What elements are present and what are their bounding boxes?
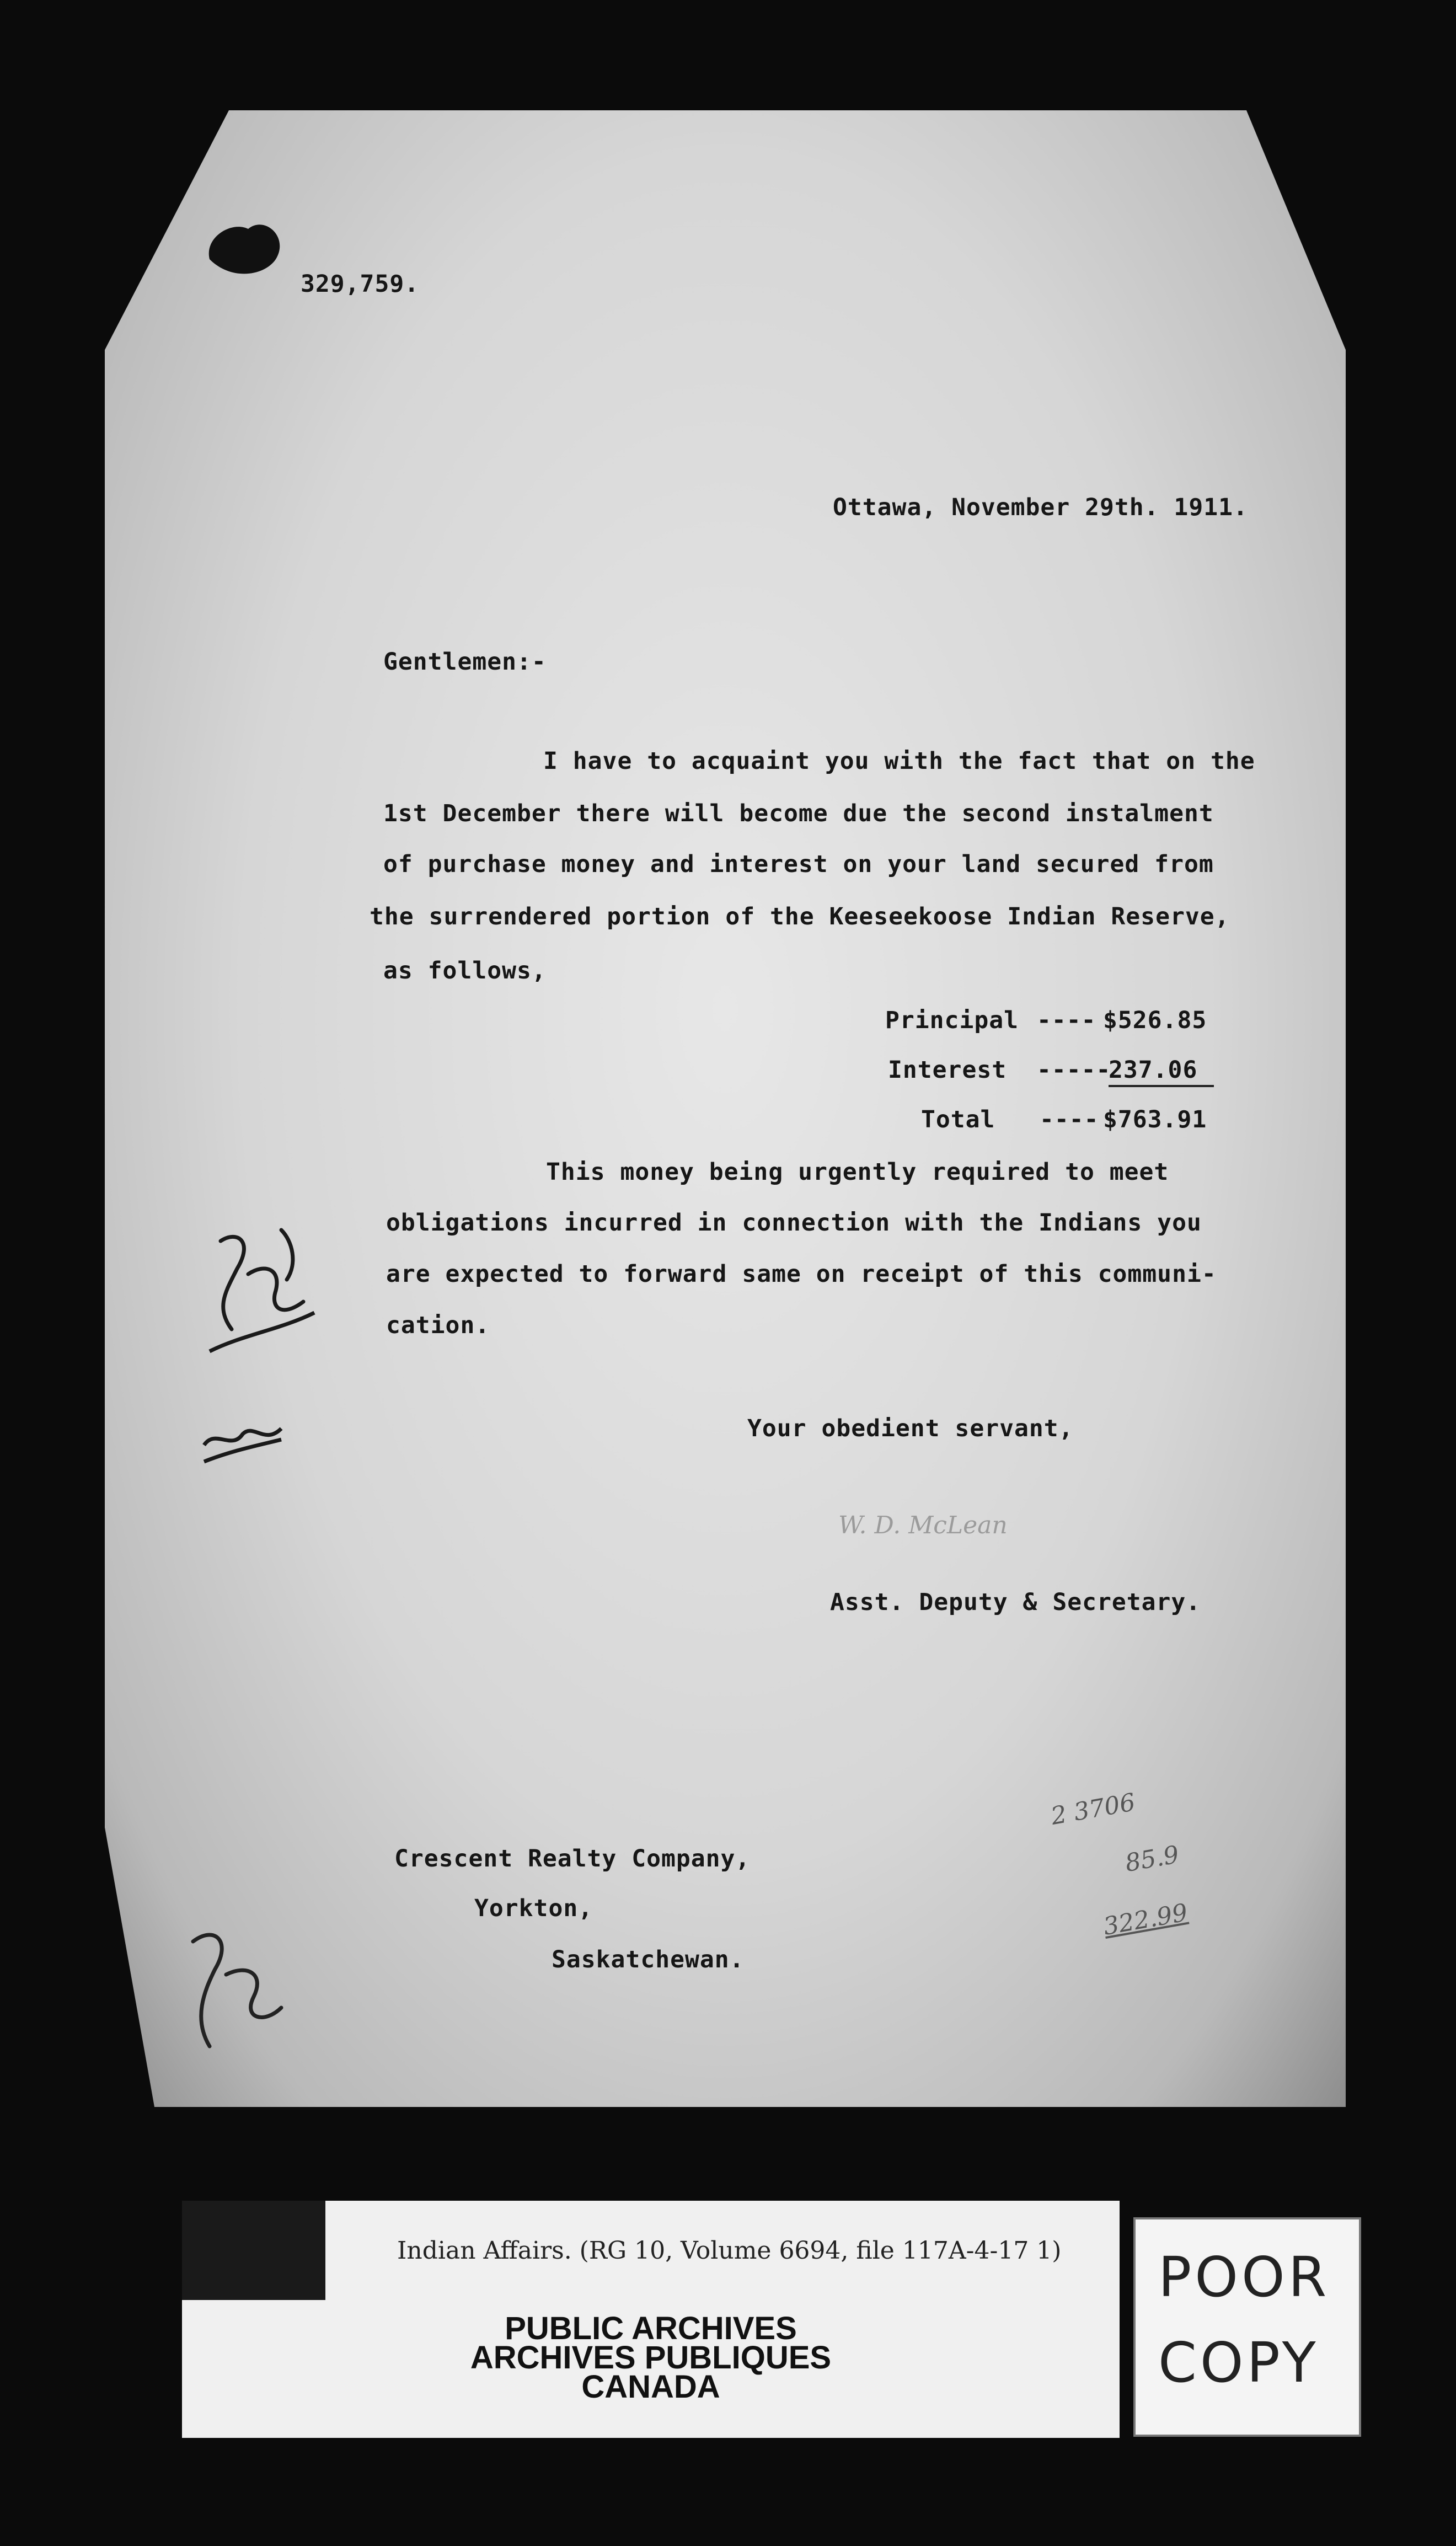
- margin-note: 85.9: [1123, 1840, 1181, 1878]
- amount-leader: ----: [1037, 1007, 1096, 1034]
- margin-note: 2 3706: [1048, 1788, 1138, 1831]
- addressee-line: Yorkton,: [474, 1895, 593, 1922]
- signature: W. D. McLean: [838, 1511, 1008, 1539]
- paragraph-line: as follows,: [383, 957, 547, 985]
- paragraph-line: of purchase money and interest on your land secured from: [383, 851, 1214, 878]
- closing: Your obedient servant,: [747, 1415, 1074, 1442]
- handwritten-initials-mark: [199, 1219, 325, 1384]
- paragraph-line: obligations incurred in connection with the Indians you: [386, 1209, 1202, 1237]
- paragraph-line: 1st December there will become due the second instalment: [383, 800, 1214, 827]
- paragraph-line: are expected to forward same on receipt of this communi-: [386, 1260, 1217, 1288]
- archive-org-line: CANADA: [581, 2369, 720, 2405]
- addressee-line: Saskatchewan.: [552, 1946, 745, 1973]
- paragraph-line: cation.: [386, 1312, 490, 1339]
- poor-copy-line: COPY: [1158, 2330, 1319, 2395]
- poor-copy-line: POOR: [1158, 2245, 1330, 2309]
- amount-value-principal: $526.85: [1103, 1007, 1207, 1034]
- archive-org-line: ARCHIVES PUBLIQUES: [470, 2340, 832, 2376]
- addressee-line: Crescent Realty Company,: [394, 1845, 751, 1873]
- amount-label-total: Total: [921, 1106, 995, 1133]
- amount-leader: ----: [1040, 1106, 1099, 1133]
- archive-org-line: PUBLIC ARCHIVES: [505, 2310, 797, 2346]
- amount-value-interest: 237.06: [1109, 1056, 1214, 1087]
- file-number: 329,759.: [301, 270, 420, 298]
- paragraph-line: I have to acquaint you with the fact that on the: [543, 747, 1255, 775]
- paragraph-line: the surrendered portion of the Keeseekoose Indian Reserve,: [370, 903, 1230, 930]
- paragraph-line: This money being urgently required to meet: [546, 1158, 1169, 1186]
- margin-note: 322.99: [1101, 1898, 1190, 1941]
- amount-leader: -----: [1037, 1056, 1111, 1084]
- ink-blot-mark: [199, 199, 298, 287]
- handwritten-scribble-mark: [199, 1406, 287, 1473]
- archive-reference: Indian Affairs. (RG 10, Volume 6694, file 117A-4-17 1): [397, 2237, 1062, 2265]
- handwritten-initials-mark: [171, 1908, 292, 2063]
- amount-label-interest: Interest: [888, 1056, 1007, 1084]
- salutation: Gentlemen:-: [383, 648, 547, 676]
- amount-label-principal: Principal: [885, 1007, 1019, 1034]
- signatory-title: Asst. Deputy & Secretary.: [830, 1588, 1201, 1616]
- label-shadow: [182, 2201, 325, 2300]
- date-line: Ottawa, November 29th. 1911.: [833, 494, 1248, 521]
- amount-value-total: $763.91: [1103, 1106, 1207, 1133]
